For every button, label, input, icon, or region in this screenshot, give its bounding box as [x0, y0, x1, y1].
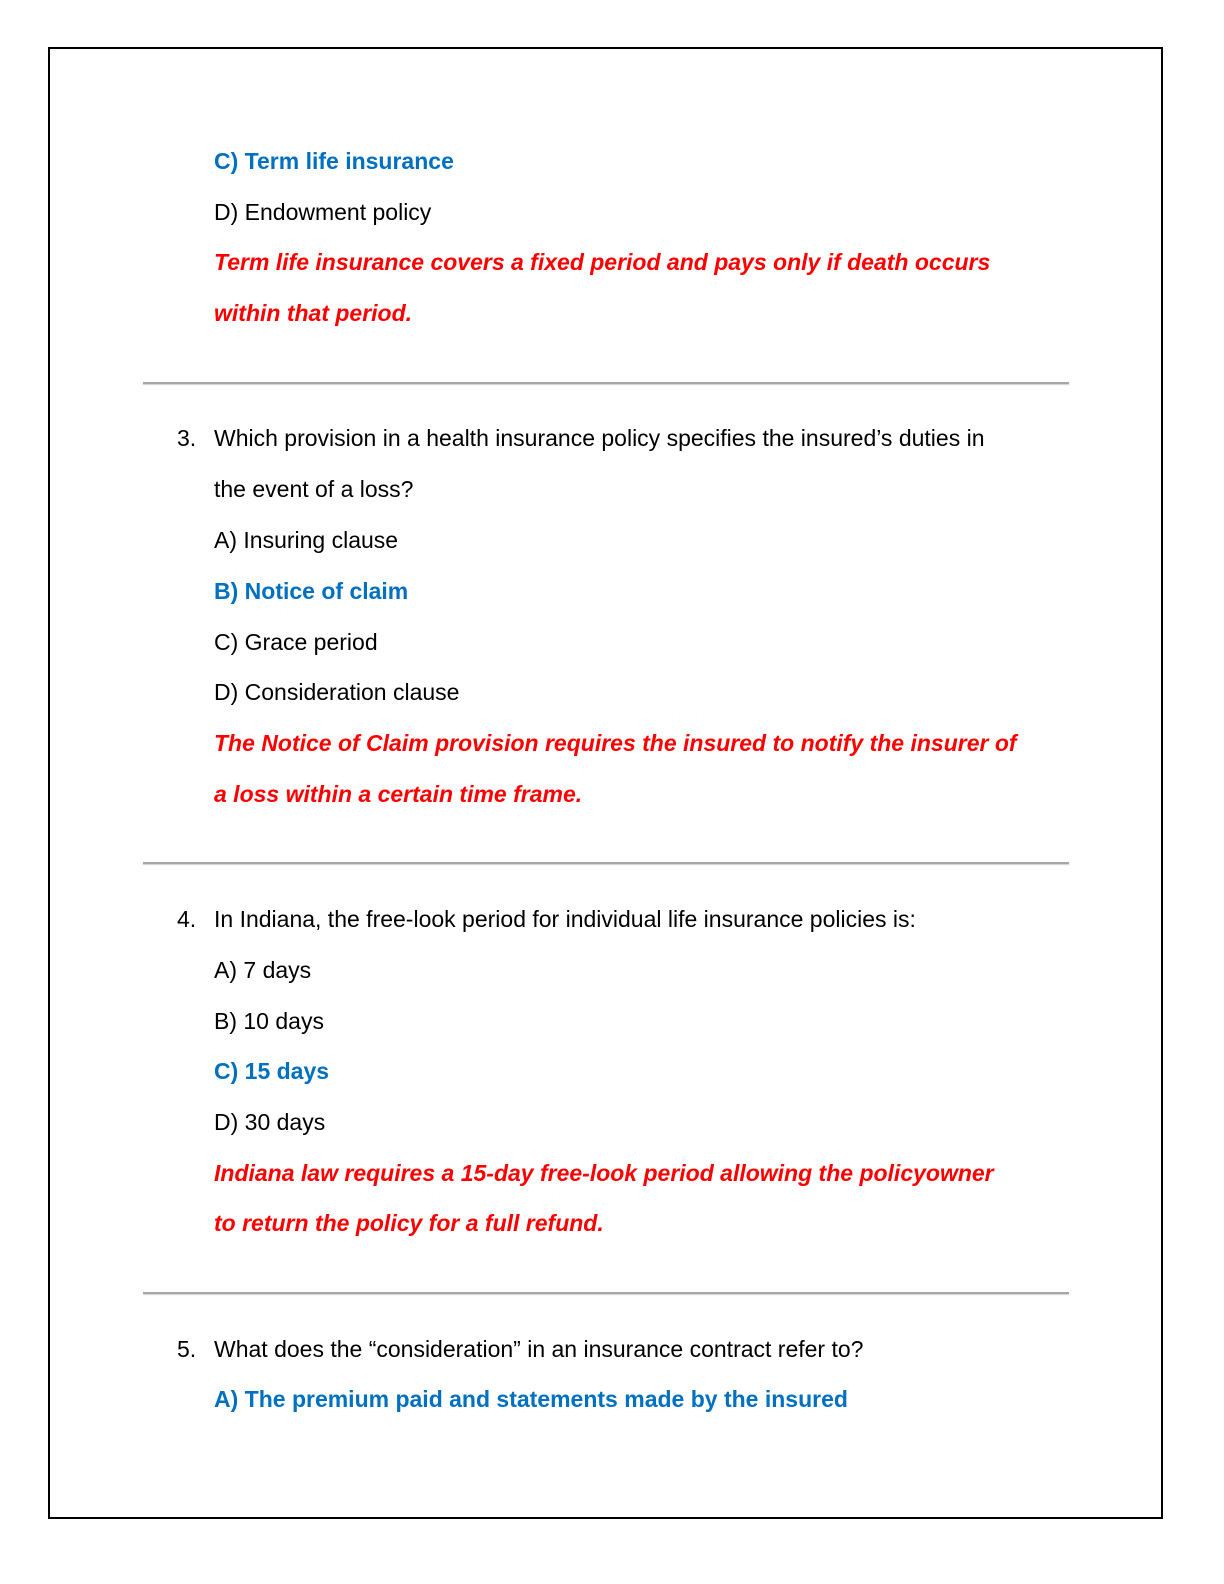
q2-explanation-line2: within that period.	[214, 300, 413, 326]
q4-number: 4.	[177, 906, 197, 932]
q5-question-line1: What does the “consideration” in an insurance contract refer to?	[214, 1336, 864, 1362]
q3-question-line1: Which provision in a health insurance policy specifies the insured’s duties in	[214, 425, 985, 451]
q3-option-b-correct: B) Notice of claim	[214, 578, 409, 604]
q3-option-a: A) Insuring clause	[214, 527, 399, 553]
q2-option-d: D) Endowment policy	[214, 199, 432, 225]
q4-option-c-correct: C) 15 days	[214, 1058, 330, 1084]
q4-explanation-line2: to return the policy for a full refund.	[214, 1210, 604, 1236]
q2-explanation-line1: Term life insurance covers a fixed period and pays only if death occurs	[214, 249, 991, 275]
q3-option-d: D) Consideration clause	[214, 679, 460, 705]
q2-option-c-correct: C) Term life insurance	[214, 148, 454, 174]
q4-option-a: A) 7 days	[214, 957, 312, 983]
q3-number: 3.	[177, 425, 197, 451]
q4-option-d: D) 30 days	[214, 1109, 326, 1135]
q3-option-c: C) Grace period	[214, 629, 378, 655]
q4-option-b: B) 10 days	[214, 1008, 324, 1034]
section-divider	[143, 382, 1069, 384]
section-divider	[143, 862, 1069, 864]
q3-explanation-line1: The Notice of Claim provision requires the insured to notify the insurer of	[214, 730, 1017, 756]
q3-explanation-line2: a loss within a certain time frame.	[214, 781, 583, 807]
q4-question-line1: In Indiana, the free-look period for individual life insurance policies is:	[214, 906, 916, 932]
q3-question-line2: the event of a loss?	[214, 476, 414, 502]
q5-option-a-correct: A) The premium paid and statements made by the insured	[214, 1386, 848, 1412]
section-divider	[143, 1292, 1069, 1294]
q5-number: 5.	[177, 1336, 197, 1362]
q4-explanation-line1: Indiana law requires a 15-day free-look period allowing the policyowner	[214, 1160, 994, 1186]
